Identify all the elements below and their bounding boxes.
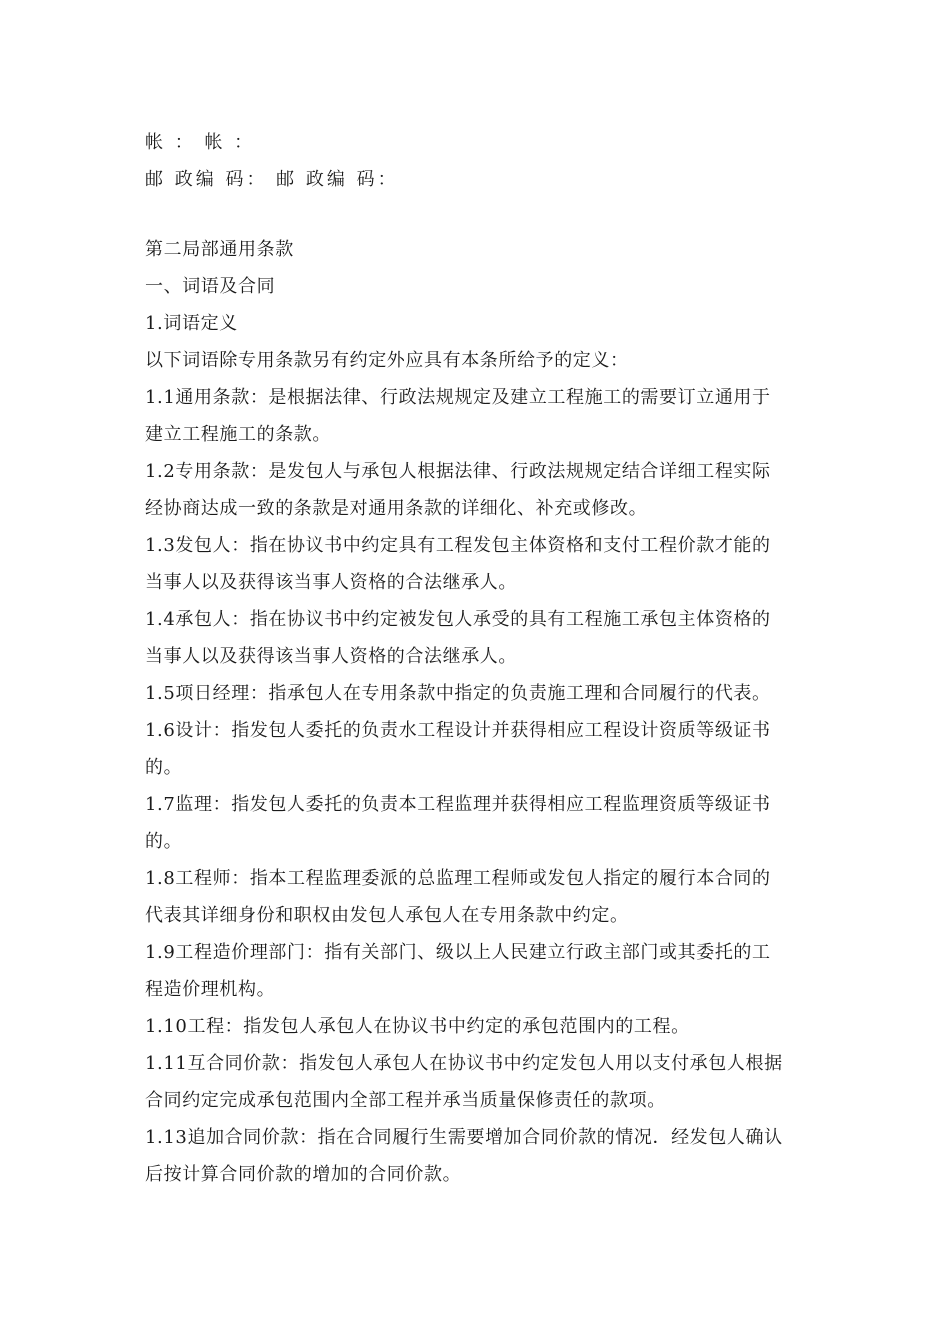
document-page — [145, 124, 805, 1193]
clause-title: 1.词语定义 — [145, 313, 238, 334]
spacer — [145, 198, 805, 231]
definition-line-continued: 当事人以及获得该当事人资格的合法继承人。 — [145, 646, 517, 667]
definition-line: 1.10工程：指发包人承包人在协议书中约定的承包范围内的工程。 — [145, 1016, 690, 1037]
definition-line: 1.1通用条款：是根据法律、行政法规规定及建立工程施工的需要订立通用于 — [145, 387, 771, 408]
definition-line-continued: 的。 — [145, 831, 183, 852]
definition-line: 1.7监理：指发包人委托的负责本工程监理并获得相应工程监理资质等级证书 — [145, 794, 771, 815]
definition-line: 1.4承包人：指在协议书中约定被发包人承受的具有工程施工承包主体资格的 — [145, 609, 771, 630]
chapter-title: 一、词语及合同 — [145, 276, 276, 297]
definition-line: 1.3发包人：指在协议书中约定具有工程发包主体资格和支付工程价款才能的 — [145, 535, 771, 556]
definition-line: 1.9工程造价理部门：指有关部门、级以上人民建立行政主部门或其委托的工 — [145, 942, 771, 963]
definition-line: 1.13追加合同价款：指在合同履行生需要增加合同价款的情况．经发包人确认 — [145, 1127, 783, 1148]
definition-line-continued: 当事人以及获得该当事人资格的合法继承人。 — [145, 572, 517, 593]
definition-line-continued: 程造价理机构。 — [145, 979, 276, 1000]
definition-line: 1.6设计：指发包人委托的负责水工程设计并获得相应工程设计资质等级证书 — [145, 720, 771, 741]
definition-line-continued: 建立工程施工的条款。 — [145, 424, 331, 445]
definition-line-continued: 后按计算合同价款的增加的合同价款。 — [145, 1164, 462, 1185]
clause-intro: 以下词语除专用条款另有约定外应具有本条所给予的定义： — [145, 350, 629, 371]
definition-line: 1.8工程师：指本工程监理委派的总监理工程师或发包人指定的履行本合同的 — [145, 868, 771, 889]
definition-line-continued: 的。 — [145, 757, 183, 778]
definition-line-continued: 合同约定完成承包范围内全部工程并承当质量保修责任的款项。 — [145, 1090, 666, 1111]
part-title: 第二局部通用条款 — [145, 239, 294, 260]
definition-line: 1.2专用条款：是发包人与承包人根据法律、行政法规规定结合详细工程实际 — [145, 461, 771, 482]
definition-line: 1.5项日经理：指承包人在专用条款中指定的负责施工理和合同履行的代表。 — [145, 683, 771, 704]
postal-code-line: 邮 政编 码： 邮 政编 码： — [145, 169, 399, 190]
definition-line: 1.11互合同价款：指发包人承包人在协议书中约定发包人用以支付承包人根据 — [145, 1053, 783, 1074]
definitions-list — [145, 379, 805, 1193]
account-line: 帐 ： 帐 ： — [145, 132, 256, 153]
definition-line-continued: 经协商达成一致的条款是对通用条款的详细化、补充或修改。 — [145, 498, 648, 519]
definition-line-continued: 代表其详细身份和职权由发包人承包人在专用条款中约定。 — [145, 905, 629, 926]
